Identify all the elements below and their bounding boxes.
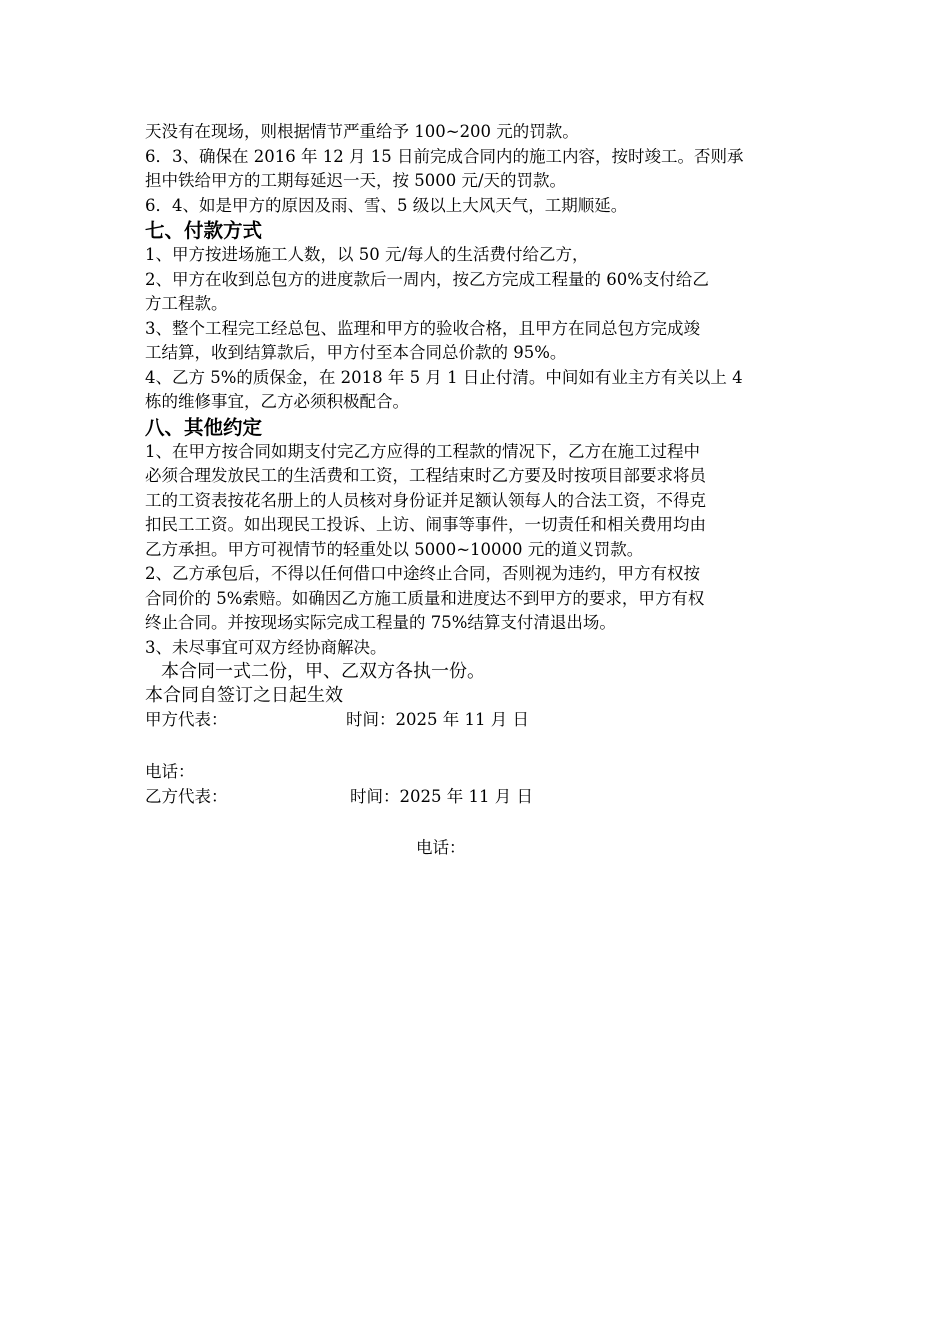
effective-statement: 本合同自签订之日起生效 [145, 685, 343, 706]
section-7-line-5: 工结算，收到结算款后，甲方付至本合同总价款的 95%。 [145, 343, 567, 362]
section-8-line-5: 乙方承担。甲方可视情节的轻重处以 5000~10000 元的道义罚款。 [145, 539, 644, 559]
section-7-title: 七、付款方式 [145, 219, 263, 242]
copies-statement: 本合同一式二份，甲、乙双方各执一份。 [161, 661, 485, 682]
party-a-phone-label: 电话： [145, 762, 195, 781]
penalty-clause-line: 天没有在现场，则根据情节严重给予 100~200 元的罚款。 [145, 122, 579, 141]
section-7-line-4: 3、整个工程完工经总包、监理和甲方的验收合格，且甲方在同总包方完成竣 [145, 318, 700, 338]
party-b-representative-label: 乙方代表： [145, 786, 228, 806]
clause-6-3-line-2: 担中铁给甲方的工期每延迟一天，按 5000 元/天的罚款。 [145, 171, 567, 190]
contract-page [145, 120, 807, 860]
party-a-representative-label: 甲方代表： [145, 710, 228, 729]
section-8-title: 八、其他约定 [145, 415, 263, 439]
section-8-line-7: 合同价的 5%索赔。如确因乙方施工质量和进度达不到甲方的要求，甲方有权 [145, 588, 705, 608]
section-8-line-3: 工的工资表按花名册上的人员核对身份证并足额认领每人的合法工资，不得克 [145, 490, 706, 510]
section-7-line-1: 1、甲方按进场施工人数，以 50 元/每人的生活费付给乙方， [145, 245, 589, 264]
section-7-line-3: 方工程款。 [145, 294, 228, 313]
party-b-phone-label: 电话： [416, 837, 466, 857]
section-8-line-8: 终止合同。并按现场实际完成工程量的 75%结算支付清退出场。 [145, 613, 616, 632]
spacer [145, 733, 807, 760]
section-8-line-6: 2、乙方承包后，不得以任何借口中途终止合同，否则视为违约，甲方有权按 [145, 564, 700, 583]
section-8-line-1: 1、在甲方按合同如期支付完乙方应得的工程款的情况下，乙方在施工过程中 [145, 441, 700, 461]
clause-6-4-line: 6．4、如是甲方的原因及雨、雪、5 级以上大风天气，工期顺延。 [145, 195, 628, 215]
party-a-date: 时间：2025 年 11 月 日 [346, 710, 529, 729]
section-7-line-6: 4、乙方 5%的质保金，在 2018 年 5 月 1 日止付清。中间如有业主方有关以上 4 [145, 367, 743, 387]
section-8-line-4: 扣民工工资。如出现民工投诉、上访、闹事等事件，一切责任和相关费用均由 [145, 515, 706, 534]
party-a-signature-row [145, 708, 807, 733]
spacer [145, 810, 807, 836]
section-8-line-2: 必须合理发放民工的生活费和工资，工程结束时乙方要及时按项目部要求将员 [145, 466, 706, 485]
section-7-line-7: 栋的维修事宜，乙方必须积极配合。 [145, 392, 409, 411]
section-8-line-9: 3、未尽事宜可双方经协商解决。 [145, 637, 387, 657]
section-7-line-2: 2、甲方在收到总包方的进度款后一周内，按乙方完成工程量的 60%支付给乙 [145, 269, 709, 289]
party-b-signature-row [145, 785, 807, 810]
party-b-date: 时间：2025 年 11 月 日 [350, 786, 533, 806]
clause-6-3-line-1: 6．3、确保在 2016 年 12 月 15 日前完成合同内的施工内容，按时竣工。否则承 [145, 146, 744, 166]
